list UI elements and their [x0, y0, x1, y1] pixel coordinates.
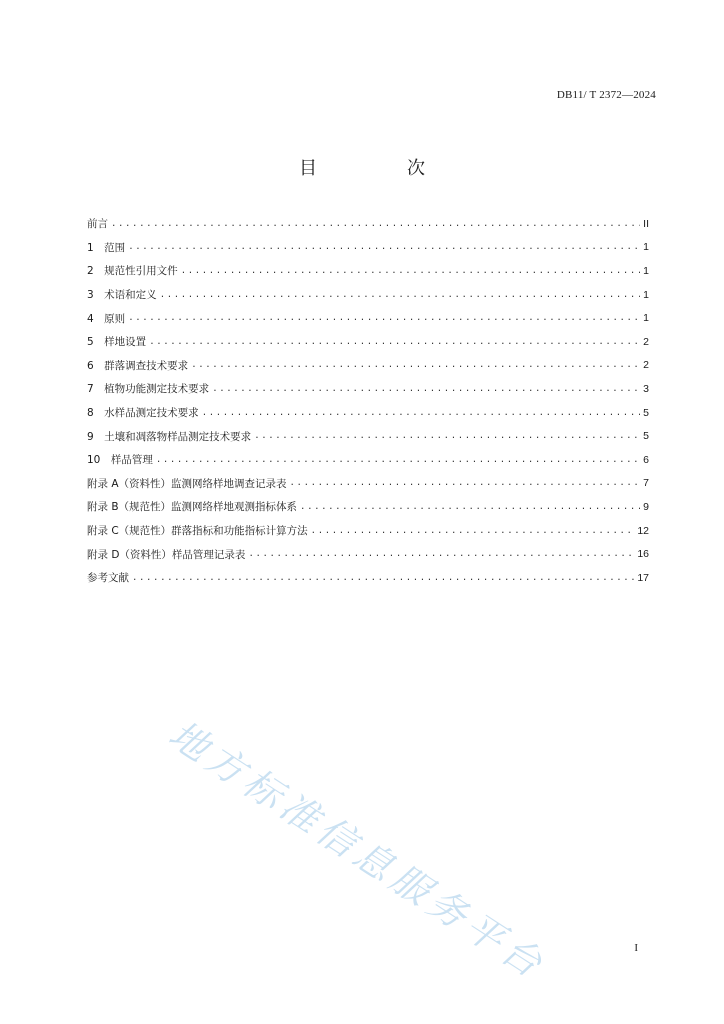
toc-entry-label: 4 原则 [87, 312, 126, 325]
toc-entry-page: 12 [637, 524, 649, 537]
toc-entry-page: 1 [643, 312, 649, 325]
toc-entry-page: 2 [643, 335, 649, 348]
toc-entry[interactable] [87, 212, 649, 236]
toc-entry[interactable] [87, 566, 649, 590]
toc-leader-dots [156, 455, 640, 465]
toc-entry[interactable] [87, 377, 649, 401]
toc-leader-dots [212, 384, 640, 394]
toc-entry-label: 前言 [87, 218, 108, 231]
toc-leader-dots [248, 549, 634, 559]
toc-leader-dots [128, 242, 640, 252]
watermark: 地方标准信息服务平台 [161, 711, 555, 989]
toc-entry-page: 16 [637, 548, 649, 561]
toc-entry-label: 10 样品管理 [87, 454, 153, 467]
toc-entry-label: 3 术语和定义 [87, 289, 157, 302]
toc-entry-label: 5 样地设置 [87, 336, 147, 349]
toc-entry-label: 附录 A（资料性）监测网络样地调查记录表 [87, 477, 287, 490]
toc-entry-page: 5 [643, 430, 649, 443]
toc-entry[interactable] [87, 283, 649, 307]
toc-entry[interactable] [87, 542, 649, 566]
toc-leader-dots [254, 431, 640, 441]
toc-entry-page: 6 [643, 453, 649, 466]
document-code: DB11/ T 2372—2024 [556, 89, 656, 101]
toc-entry-label: 7 植物功能测定技术要求 [87, 383, 210, 396]
toc-entry-page: 1 [643, 264, 649, 277]
toc-leader-dots [300, 502, 640, 512]
toc-entry-label: 参考文献 [87, 572, 129, 585]
toc-leader-dots [202, 408, 640, 418]
toc-entry[interactable] [87, 495, 649, 519]
toc-entry[interactable] [87, 472, 649, 496]
toc-entry-label: 8 水样品测定技术要求 [87, 407, 199, 420]
toc-entry-page: 17 [637, 571, 649, 584]
toc-leader-dots [290, 478, 641, 488]
toc-entry-label: 附录 D（资料性）样品管理记录表 [87, 548, 246, 561]
toc-leader-dots [191, 360, 640, 370]
table-of-contents [87, 212, 649, 590]
toc-entry-label: 2 规范性引用文件 [87, 265, 178, 278]
toc-entry-label: 附录 B（规范性）监测网络样地观测指标体系 [87, 501, 298, 514]
toc-entry-page: 2 [643, 359, 649, 372]
toc-entry[interactable] [87, 424, 649, 448]
toc-entry-label: 6 群落调查技术要求 [87, 359, 189, 372]
toc-entry-page: 5 [643, 406, 649, 419]
toc-entry-page: II [643, 217, 649, 230]
toc-leader-dots [160, 290, 640, 300]
toc-entry-label: 9 土壤和凋落物样品测定技术要求 [87, 430, 252, 443]
toc-entry[interactable] [87, 330, 649, 354]
toc-entry-page: 1 [643, 288, 649, 301]
toc-leader-dots [149, 337, 640, 347]
toc-entry[interactable] [87, 306, 649, 330]
toc-leader-dots [181, 266, 640, 276]
toc-entry-label: 1 范围 [87, 241, 126, 254]
toc-leader-dots [311, 526, 635, 536]
toc-entry[interactable] [87, 354, 649, 378]
toc-entry-page: 3 [643, 382, 649, 395]
toc-entry-label: 附录 C（规范性）群落指标和功能指标计算方法 [87, 525, 308, 538]
toc-entry-page: 9 [643, 500, 649, 513]
toc-leader-dots [128, 313, 640, 323]
toc-entry[interactable] [87, 401, 649, 425]
toc-leader-dots [132, 573, 634, 583]
toc-entry[interactable] [87, 448, 649, 472]
toc-entry[interactable] [87, 519, 649, 543]
page-number: I [634, 942, 638, 954]
toc-entry[interactable] [87, 236, 649, 260]
toc-leader-dots [111, 219, 640, 229]
toc-entry-page: 7 [643, 477, 649, 490]
toc-entry-page: 1 [643, 241, 649, 254]
page-title: 目 次 [299, 158, 461, 179]
toc-entry[interactable] [87, 259, 649, 283]
